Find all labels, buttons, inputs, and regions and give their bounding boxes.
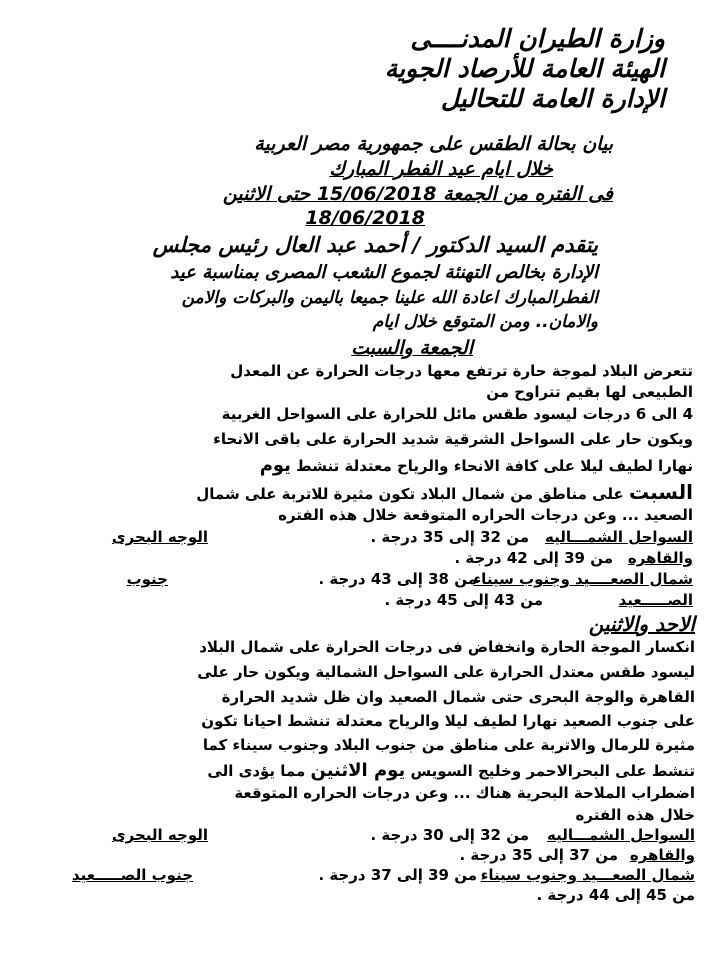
region-label: السواحل الشمـــاليه [547, 826, 695, 844]
temperature-range: من 32 إلى 35 درجة . [370, 528, 529, 546]
greeting-line: الفطرالمبارك اعادة الله علينا جميعا باليمن والبركات والامن [181, 288, 598, 308]
temperature-range: من 32 إلى 30 درجة . [370, 826, 529, 844]
temperature-range: من 45 إلى 44 درجة . [536, 886, 695, 904]
temperature-range: من 38 إلى 43 درجة . [318, 570, 477, 588]
greeting-line: والامان.. ومن المتوقع خلال ايام [372, 312, 598, 332]
statement-title: بيان بحالة الطقس على جمهورية مصر العربية [254, 133, 613, 155]
paragraph-line: ليسود طقس معتدل الحرارة على السواحل الشمالية ويكون حار على [197, 663, 695, 681]
paragraph-line: الصعيد ... وعن درجات الحراره المتوقعة خلال هذه الفتره [278, 506, 693, 524]
temperature-range: من 43 إلى 45 درجة . [384, 591, 543, 609]
emphasis-day: السبت [628, 480, 693, 504]
temperature-range: من 39 إلى 42 درجة . [454, 549, 613, 567]
text-run: مما يؤدى الى [207, 762, 306, 780]
paragraph-line [196, 480, 693, 504]
region-label: السواحل الشمـــاليه [545, 528, 693, 546]
region-label: الوجه البحرى [111, 826, 208, 844]
paragraph-line: على جنوب الصعيد نهارا لطيف ليلا والرياح معتدلة تنشط احيانا تكون [201, 712, 695, 730]
paragraph-line: خلال هذه الفتره [575, 806, 695, 824]
statement-period: فى الفتره من الجمعة 15/06/2018 حتى الاثنين [222, 183, 613, 205]
emphasis-day: يوم الاثنين [310, 760, 406, 781]
section-title-sun-mon: الاحد والاثنين [588, 612, 695, 636]
region-label: جنوب الصـــــعيد [71, 866, 193, 884]
paragraph-line [207, 760, 695, 781]
paragraph-line: 4 الى 6 درجات ليسود طقس مائل للحرارة على السواحل الغربية [221, 405, 693, 423]
department-name: الإدارة العامة للتحاليل [440, 84, 665, 113]
paragraph-line: القاهرة والوجة البحرى حتى شمال الصعيد وان ظل شديد الحرارة [221, 688, 695, 706]
text-run: على مناطق من شمال البلاد تكون مثيرة للاتربة على شمال [196, 485, 624, 503]
temperature-range: من 39 إلى 37 درجة . [318, 866, 477, 884]
paragraph-line: اضطراب الملاحة البحرية هناك ... وعن درجات الحراره المتوقعة [234, 784, 695, 802]
ministry-name: وزارة الطيران المدنــــى [410, 24, 665, 53]
region-label: والقاهره [627, 549, 693, 567]
statement-end-date: 18/06/2018 [305, 207, 425, 229]
region-label: جنوب [126, 570, 168, 588]
authority-name: الهيئة العامة للأرصاد الجوية [384, 54, 665, 83]
section-title-fri-sat: الجمعة والسبت [351, 337, 473, 359]
paragraph-line: انكسار الموجة الحارة وانخفاض فى درجات الحرارة على شمال البلاد [199, 638, 695, 656]
statement-subtitle: خلال ايام عيد الفطر المبارك [329, 158, 553, 180]
paragraph-line [260, 455, 693, 476]
greeting-line: الإدارة بخالص التهنئة لجموع الشعب المصرى بمناسبة عيد [170, 262, 598, 283]
paragraph-line: الطبيعى لها بقيم تتراوح من [486, 383, 693, 401]
paragraph-line: مثيرة للرمال والاتربة على مناطق من جنوب البلاد وجنوب سيناء كما [202, 736, 695, 754]
temperature-range: من 37 إلى 35 درجة . [459, 846, 618, 864]
region-label: والقاهره [629, 846, 695, 864]
paragraph-line: تتعرض البلاد لموجة حارة ترتفع معها درجات الحرارة عن المعدل [230, 362, 693, 380]
region-label: شمال الصعــــيد وجنوب سيناء [473, 570, 693, 588]
text-run: نهارا لطيف ليلا على كافة الانحاء والرياح معتدلة تنشط [296, 457, 693, 475]
paragraph-line: ويكون حار على السواحل الشرقية شديد الحرارة على باقى الانحاء [213, 430, 693, 448]
text-run: تنشط على البحرالاحمر وخليج السويس [410, 762, 695, 780]
region-label: شمال الصعـــيد وجنوب سيناء [480, 866, 695, 884]
emphasis-day: يوم [259, 455, 291, 476]
region-label: الصـــــعيد [618, 591, 693, 609]
region-label: الوجه البحرى [111, 528, 208, 546]
greeting-line: يتقدم السيد الدكتور / أحمد عبد العال رئيس مجلس [152, 233, 598, 257]
